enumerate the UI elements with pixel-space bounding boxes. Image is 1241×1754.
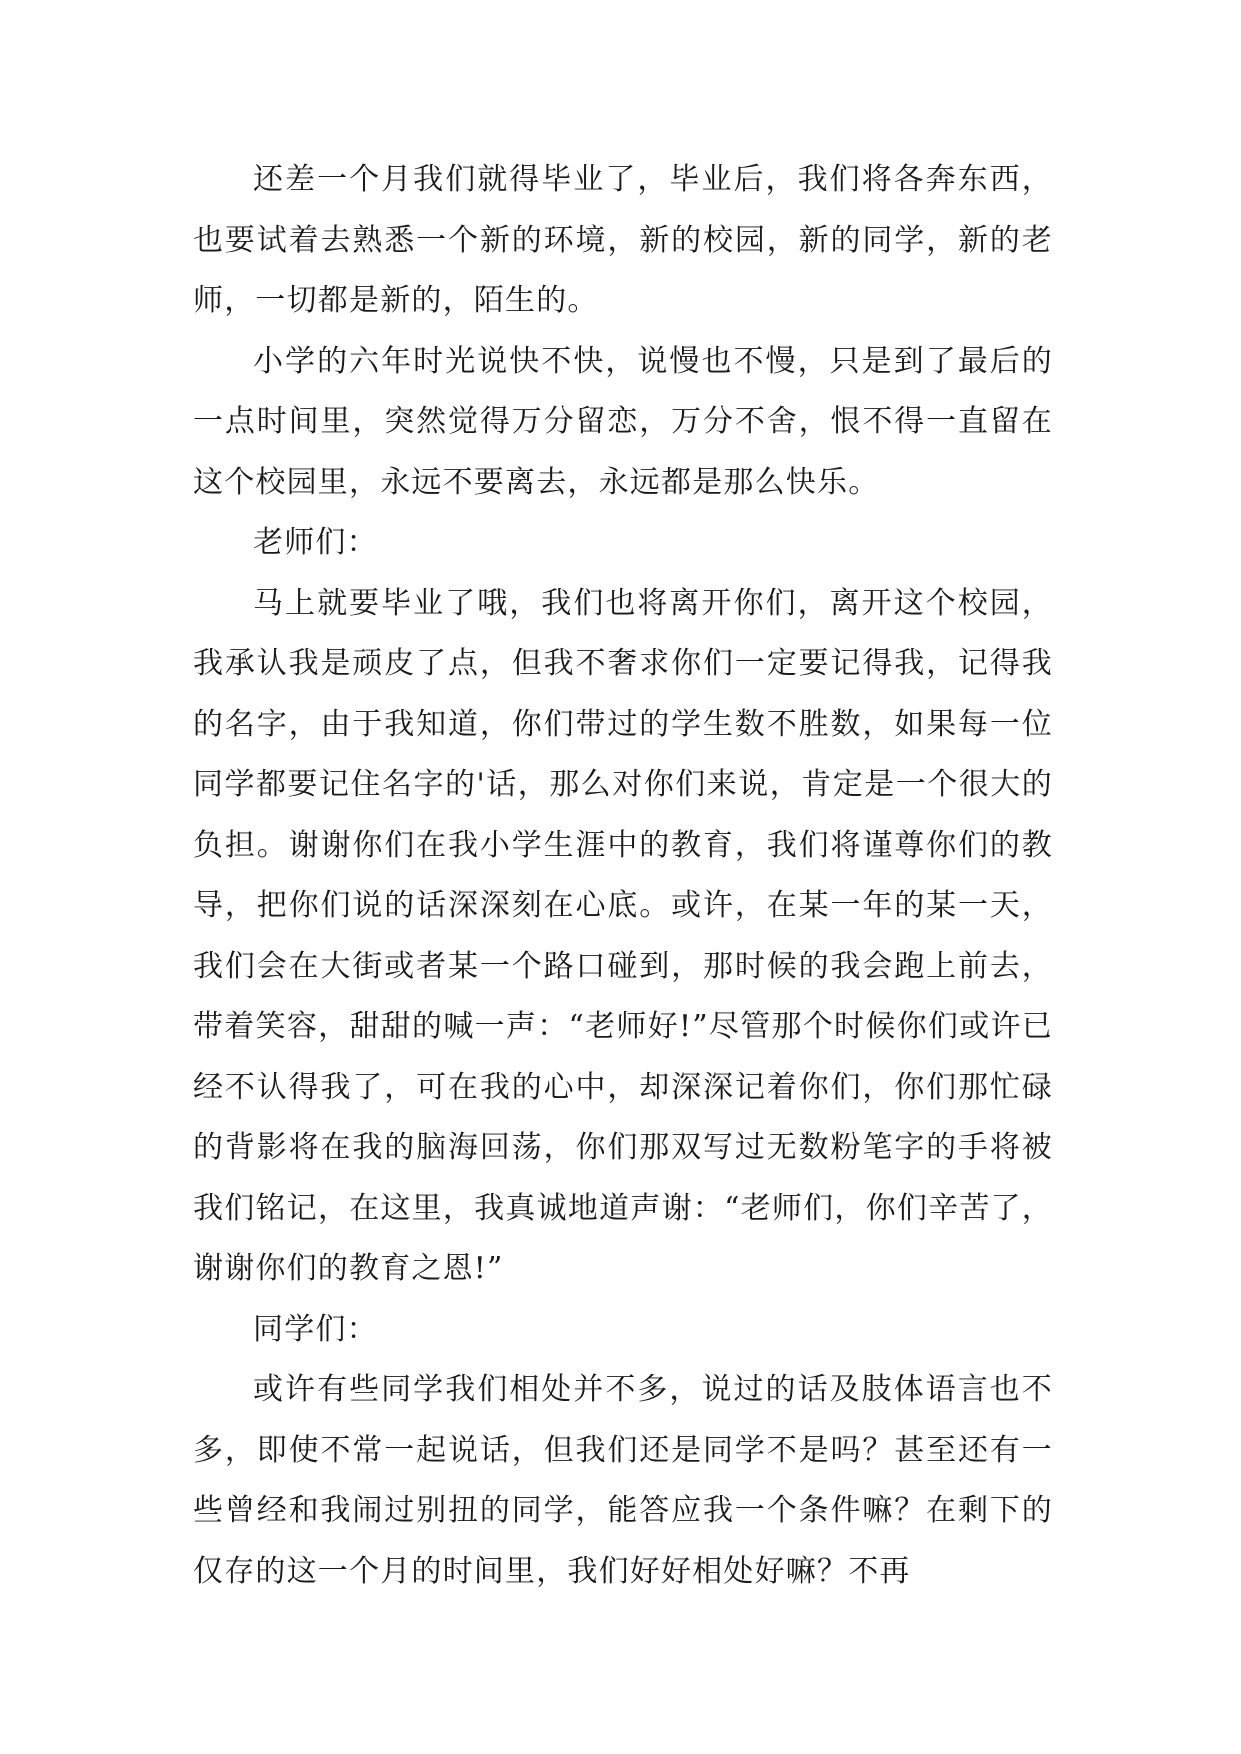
paragraph-graduation-intro: 还差一个月我们就得毕业了，毕业后，我们将各奔东西，也要试着去熟悉一个新的环境，新的校园，新的同学，新的老师，一切都是新的，陌生的。 <box>193 162 1053 318</box>
paragraph-to-teachers: 马上就要毕业了哦，我们也将离开你们，离开这个校园，我承认我是顽皮了点，但我不奢求你们一定要记得我，记得我的名字，由于我知道，你们带过的学生数不胜数，如果每一位同学都要记住名字的'话，那么对你们来说，肯定是一个很大的负担。谢谢你们在我小学生涯中的教育，我们将谨尊你们的教导，把你们说的话深深刻在心底。或许，在某一年的某一天，我们会在大街或者某一个路口碰到，那时候的我会跑上前去，带着笑容，甜甜的喊一声：“老师好!”尽管那个时候你们或许已经不认得我了，可在我的心中，却深深记着你们，你们那忙碌的背影将在我的脑海回荡，你们那双写过无数粉笔字的手将被我们铭记，在这里，我真诚地道声谢：“老师们，你们辛苦了，谢谢你们的教育之恩!” <box>193 585 1053 1286</box>
paragraph-six-years: 小学的六年时光说快不快，说慢也不慢，只是到了最后的一点时间里，突然觉得万分留恋，万分不舍，恨不得一直留在这个校园里，永远不要离去，永远都是那么快乐。 <box>193 343 1053 500</box>
salutation-classmates: 同学们： <box>253 1311 378 1347</box>
document-body <box>193 150 1053 1602</box>
salutation-teachers: 老师们： <box>253 525 378 560</box>
paragraph-to-classmates: 或许有些同学我们相处并不多，说过的话及肢体语言也不多，即使不常一起说话，但我们还是同学不是吗？甚至还有一些曾经和我闹过别扭的同学，能答应我一个条件嘛？在剩下的仅存的这一个月的时间里，我们好好相处好嘛？不再 <box>193 1372 1053 1589</box>
